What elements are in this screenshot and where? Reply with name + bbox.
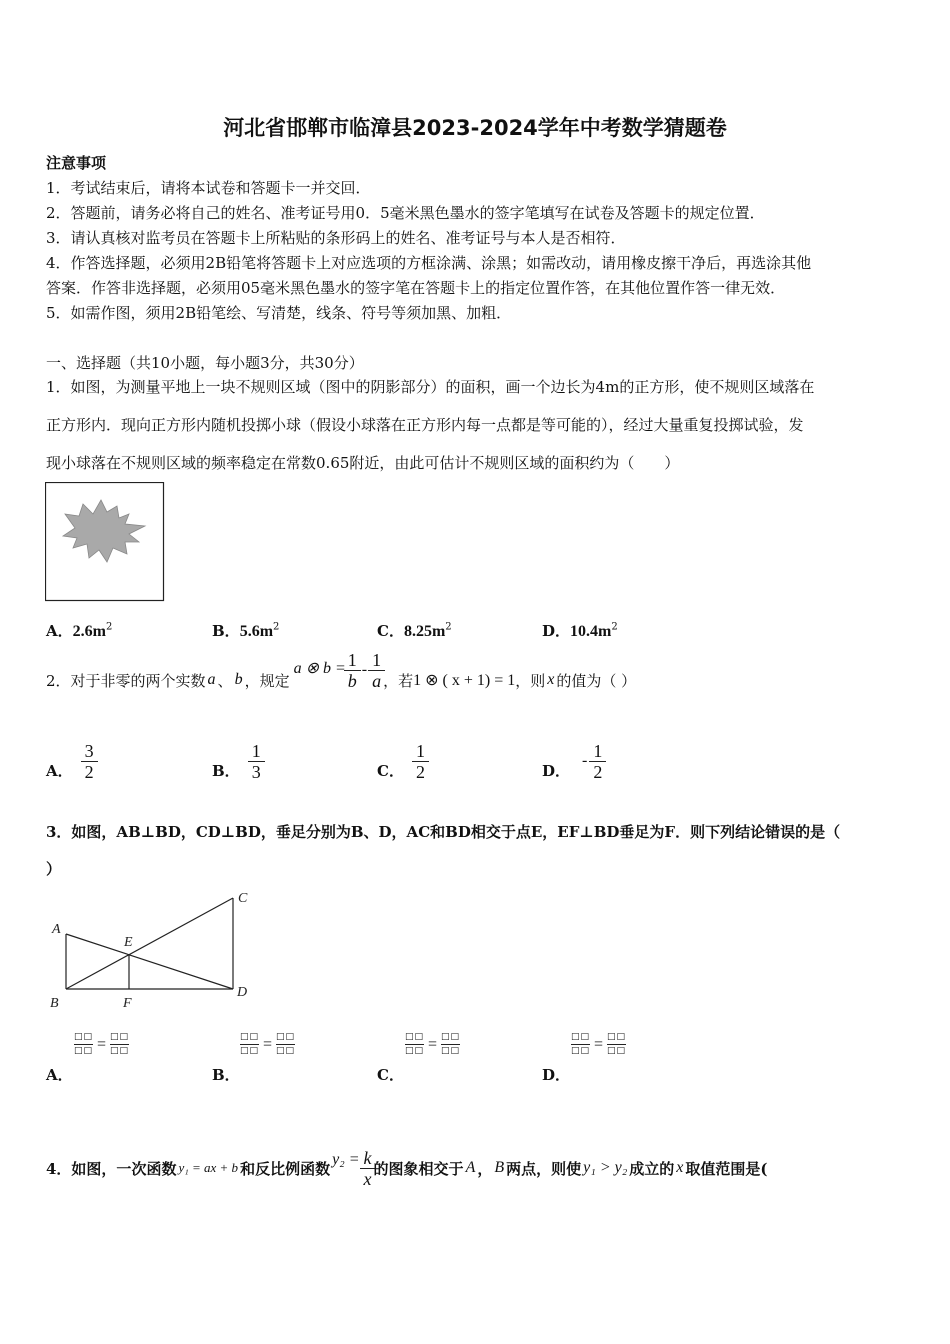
q2-text: 2．对于非零的两个实数 a 、 b ，规定 a ⊗ b = $\frac{1}{b}$ - $\frac{1}{a}$ ，若 1 ⊗ ( x + 1) = 1 ，则 x 的值为（ ） [46,649,637,691]
notice-item: 5．如需作图，须用2B铅笔绘、写清楚，线条、符号等须加黑、加粗． [46,304,512,322]
q3-option-b-expression: $\frac{□□}{□□}$ = $\frac{□□}{□□}$ [240,1032,296,1056]
q1-figure-square [45,482,165,602]
q2-condition: 1 ⊗ ( x + 1) = 1 [413,672,516,689]
q4-linear-function: y₁ = ax + b [178,1160,239,1175]
notice-item: 1．考试结束后，请将本试卷和答题卡一并交回． [46,179,371,197]
label-b: B [50,996,59,1011]
notice-item: 4．作答选择题，必须用2B铅笔将答题卡上对应选项的方框涂满、涂黑；如需改动，请用橡皮擦干净后，再选涂其他 [46,254,812,272]
label-f: F [123,996,132,1011]
q3-option-a[interactable]: A． [46,1066,73,1084]
q2-option-d[interactable]: D． - $\frac{1}{2}$ [542,736,604,786]
q1-text: 现小球落在不规则区域的频率稳定在常数0.65附近，由此可估计不规则区域的面积约为（ ） [46,454,680,472]
q1-option-c[interactable]: C．$8.25m^2$ [377,621,452,640]
notice-item: 3．请认真核对监考员在答题卡上所粘贴的条形码上的姓名、准考证号与本人是否相符． [46,229,626,247]
notice-item: 2．答题前，请务必将自己的姓名、准考证号用0．5毫米黑色墨水的签字笔填写在试卷及答题卡的规定位置． [46,204,765,222]
q3-option-b[interactable]: B． [212,1066,240,1084]
q4-inequality: y₁ > y₂ [583,1159,628,1176]
q1-text: 正方形内．现向正方形内随机投掷小球（假设小球落在正方形内每一点都是等可能的），经过大量重复投掷试验，发 [46,416,804,434]
q3-option-c-expression: $\frac{□□}{□□}$ = $\frac{□□}{□□}$ [405,1032,461,1056]
label-c: C [238,891,248,906]
q2-fraction-1-over-b: $\frac{1}{b}$ [346,650,359,691]
q1-option-d[interactable]: D．$10.4m^2$ [542,621,618,640]
q3-text: 3．如图，AB⊥BD，CD⊥BD，垂足分别为B、D，AC和BD相交于点E，EF⊥BD垂足为F．则下列结论错误的是（ [46,823,841,841]
page-title: 河北省邯郸市临漳县2023-2024学年中考数学猜题卷 [223,116,727,140]
q2-option-c[interactable]: C． $\frac{1}{2}$ [377,736,427,786]
q1-text: 1．如图，为测量平地上一块不规则区域（图中的阴影部分）的面积，画一个边长为4m的正方形，使不规则区域落在 [46,378,815,396]
q3-option-c[interactable]: C． [377,1066,404,1084]
notice-item: 答案．作答非选择题，必须用05毫米黑色墨水的签字笔在答题卡上的指定位置作答，在其他位置作答一律无效． [46,279,786,297]
q2-option-a[interactable]: A． $\frac{3}{2}$ [46,736,96,786]
q1-option-b[interactable]: B．$5.6m^2$ [212,621,280,640]
notice-heading: 注意事项 [46,154,107,172]
q3-option-d-expression: $\frac{□□}{□□}$ = $\frac{□□}{□□}$ [571,1032,627,1056]
section-heading: 一、选择题（共10小题，每小题3分，共30分） [46,354,364,372]
q3-option-d[interactable]: D． [542,1066,571,1084]
label-e: E [124,935,133,950]
q2-definition-lhs: a ⊗ b = [293,660,346,677]
q3-option-a-expression: $\frac{□□}{□□}$ = $\frac{□□}{□□}$ [74,1032,130,1056]
label-d: D [237,985,248,1000]
q3-text: ） [46,860,62,878]
label-a: A [52,922,61,937]
q2-option-b[interactable]: B． $\frac{1}{3}$ [212,736,263,786]
q4-text: 4．如图，一次函数 y₁ = ax + b 和反比例函数 y₂ = $\frac{k}{x}$ 的图象相交于 A ， B 两点，则使 y₁ > y₂ 成立的 x 取值范围是( [46,1147,768,1189]
q1-option-a[interactable]: A．$2.6m^2$ [46,621,113,640]
q3-geometry-figure [44,886,264,1012]
q2-fraction-1-over-a: $\frac{1}{a}$ [370,650,383,691]
